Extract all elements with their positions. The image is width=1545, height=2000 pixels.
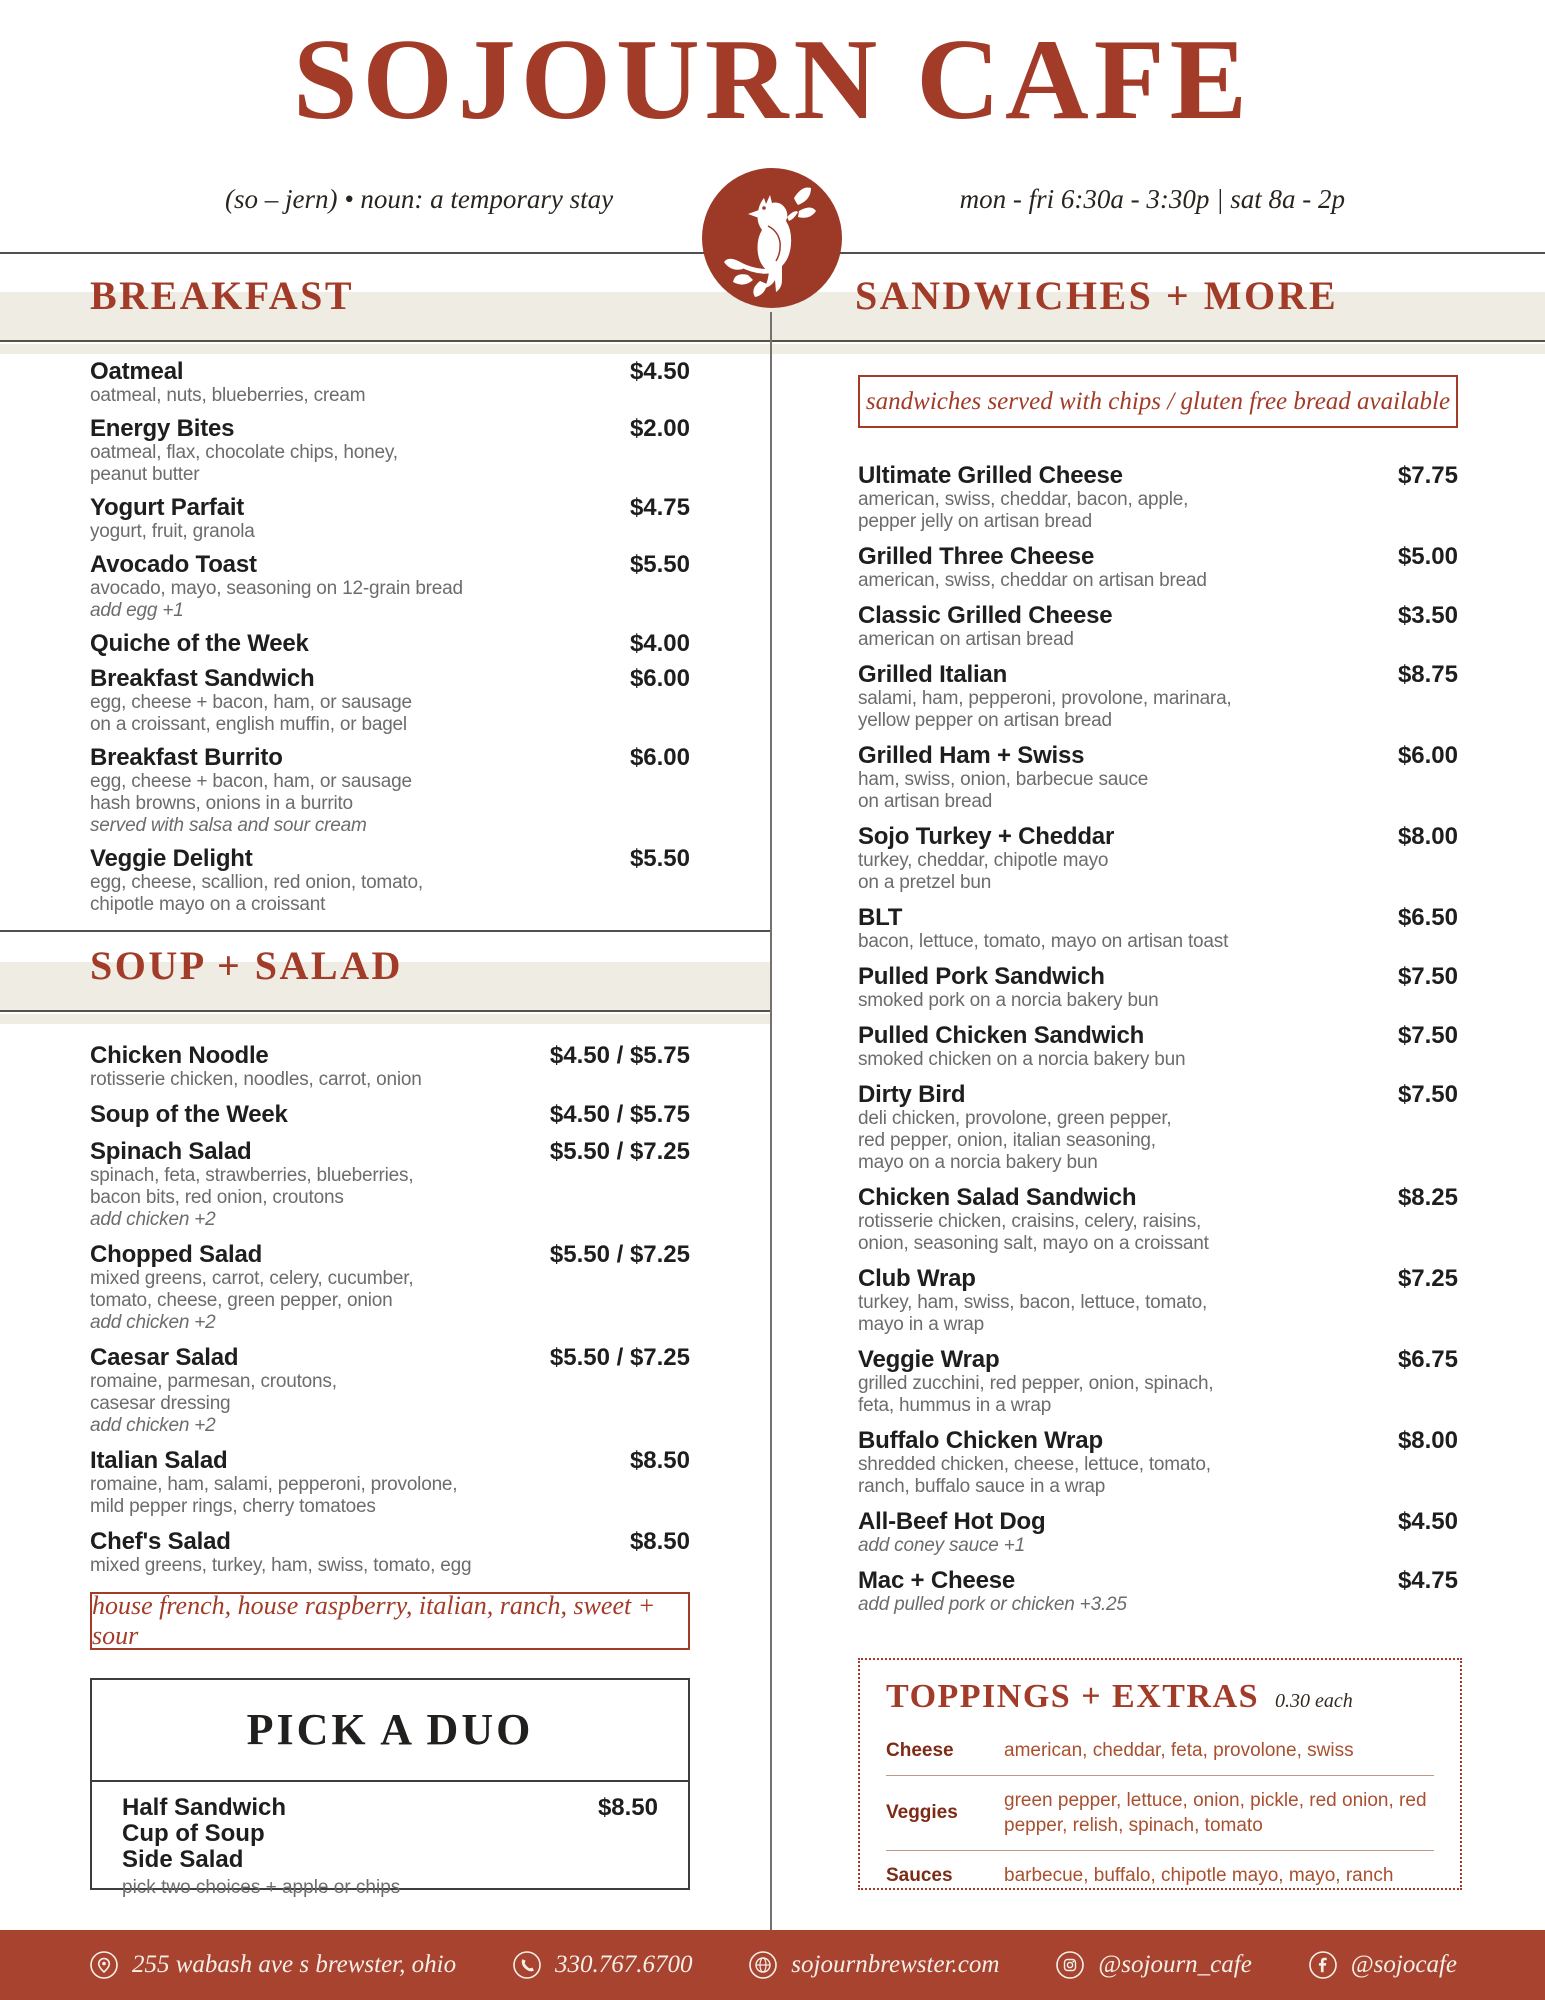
item-description: mayo in a wrap [858, 1314, 985, 1335]
duo-choice: Cup of Soup [122, 1820, 265, 1847]
item-price: $3.50 [1397, 602, 1458, 629]
item-description: smoked chicken on a norcia bakery bun [858, 1049, 1186, 1070]
footer-phone-text: 330.767.6700 [554, 1951, 693, 1978]
facebook-icon [1307, 1949, 1339, 1981]
item-price: $7.50 [1397, 1022, 1458, 1049]
item-description: shredded chicken, cheese, lettuce, tomato, [858, 1454, 1211, 1475]
item-price: $8.00 [1397, 823, 1458, 850]
menu-item [858, 742, 1458, 813]
item-description: salami, ham, pepperoni, provolone, marinara, [858, 688, 1232, 709]
menu-item [90, 1528, 690, 1577]
item-name: Sojo Turkey + Cheddar [858, 823, 1115, 850]
item-description: tomato, cheese, green pepper, onion [90, 1290, 393, 1311]
item-description: feta, hummus in a wrap [858, 1395, 1052, 1416]
item-price: $4.50 / $5.75 [549, 1042, 690, 1069]
item-description: turkey, cheddar, chipotle mayo [858, 850, 1109, 871]
section-band-strip [0, 344, 1545, 354]
item-name: Classic Grilled Cheese [858, 602, 1113, 629]
item-note: add coney sauce +1 [858, 1535, 1026, 1556]
footer-website [747, 1949, 999, 1981]
menu-item [858, 1081, 1458, 1174]
item-name: Pulled Chicken Sandwich [858, 1022, 1145, 1049]
item-description: romaine, parmesan, croutons, [90, 1371, 337, 1392]
menu-item [90, 845, 690, 916]
menu-item [90, 1138, 690, 1231]
menu-item [858, 1022, 1458, 1071]
item-description: rotisserie chicken, noodles, carrot, onion [90, 1069, 422, 1090]
item-description: onion, seasoning salt, mayo on a croissant [858, 1233, 1209, 1254]
menu-item [90, 630, 690, 657]
menu-item [858, 543, 1458, 592]
menu-item [90, 494, 690, 543]
menu-item [858, 462, 1458, 533]
item-name: Mac + Cheese [858, 1567, 1016, 1594]
item-name: Veggie Delight [90, 845, 253, 872]
item-name: Italian Salad [90, 1447, 228, 1474]
section-heading-soup-salad: SOUP + SALAD [90, 943, 403, 988]
footer-bar [0, 1930, 1545, 2000]
item-description: egg, cheese + bacon, ham, or sausage [90, 692, 412, 713]
item-note: served with salsa and sour cream [90, 815, 367, 836]
item-price: $4.50 [1397, 1508, 1458, 1535]
item-description: egg, cheese, scallion, red onion, tomato, [90, 872, 423, 893]
item-name: Grilled Italian [858, 661, 1008, 688]
column-divider [770, 312, 772, 1930]
item-description: oatmeal, flax, chocolate chips, honey, [90, 442, 398, 463]
toppings-row [886, 1726, 1434, 1775]
menu-item [858, 1567, 1458, 1616]
item-description: american, swiss, cheddar on artisan bread [858, 570, 1207, 591]
toppings-title: TOPPINGS + EXTRAS [886, 1678, 1259, 1715]
item-description: turkey, ham, swiss, bacon, lettuce, tomato, [858, 1292, 1208, 1313]
toppings-row [886, 1775, 1434, 1850]
item-name: Quiche of the Week [90, 630, 309, 657]
duo-choice: Side Salad [122, 1846, 244, 1873]
item-name: All-Beef Hot Dog [858, 1508, 1046, 1535]
hours-text: mon - fri 6:30a - 3:30p | sat 8a - 2p [959, 184, 1345, 214]
item-price: $6.00 [1397, 742, 1458, 769]
item-price: $4.75 [629, 494, 690, 521]
duo-price: $8.50 [597, 1794, 658, 1821]
item-description: deli chicken, provolone, green pepper, [858, 1108, 1172, 1129]
item-price: $8.50 [629, 1528, 690, 1555]
band-divider [0, 340, 1545, 342]
item-description: yellow pepper on artisan bread [858, 710, 1112, 731]
footer-website-text: sojournbrewster.com [791, 1951, 1000, 1978]
phone-icon [511, 1949, 543, 1981]
item-price: $4.50 [629, 358, 690, 385]
item-description: hash browns, onions in a burrito [90, 793, 353, 814]
item-name: Avocado Toast [90, 551, 257, 578]
menu-item [90, 358, 690, 407]
item-description: on a pretzel bun [858, 872, 992, 893]
item-price: $5.50 / $7.25 [549, 1241, 690, 1268]
item-note: add egg +1 [90, 600, 184, 621]
tagline: (so – jern) • noun: a temporary stay [225, 184, 614, 214]
item-price: $8.00 [1397, 1427, 1458, 1454]
item-name: Ultimate Grilled Cheese [858, 462, 1123, 489]
menu-item [858, 1508, 1458, 1557]
item-price: $6.00 [629, 665, 690, 692]
item-description: romaine, ham, salami, pepperoni, provolone, [90, 1474, 458, 1495]
menu-item [90, 551, 690, 622]
section-heading-sandwiches: SANDWICHES + MORE [855, 273, 1339, 318]
menu-item [90, 744, 690, 837]
item-note: add chicken +2 [90, 1312, 216, 1333]
item-price: $5.50 [629, 551, 690, 578]
item-price: $7.50 [1397, 1081, 1458, 1108]
item-name: Grilled Three Cheese [858, 543, 1095, 570]
pick-a-duo-body [122, 1794, 658, 1899]
item-note: add chicken +2 [90, 1209, 216, 1230]
item-description: smoked pork on a norcia bakery bun [858, 990, 1159, 1011]
item-description: american, swiss, cheddar, bacon, apple, [858, 489, 1189, 510]
menu-item [858, 1346, 1458, 1417]
item-name: Breakfast Sandwich [90, 665, 315, 692]
item-description: on a croissant, english muffin, or bagel [90, 714, 407, 735]
toppings-price-note: 0.30 each [1275, 1690, 1353, 1712]
item-price: $7.75 [1397, 462, 1458, 489]
menu-item [858, 1184, 1458, 1255]
toppings-header [886, 1678, 1434, 1716]
pick-a-duo-title: PICK A DUO [246, 1705, 534, 1754]
menu-item [90, 665, 690, 736]
menu-item [858, 904, 1458, 953]
item-name: Caesar Salad [90, 1344, 239, 1371]
menu-item [90, 415, 690, 486]
item-description: ranch, buffalo sauce in a wrap [858, 1476, 1106, 1497]
item-price: $5.50 / $7.25 [549, 1344, 690, 1371]
soup-band-divider [0, 1010, 771, 1012]
menu-item [858, 963, 1458, 1012]
duo-description: pick two choices + apple or chips [122, 1877, 401, 1898]
item-name: Club Wrap [858, 1265, 976, 1292]
item-description: egg, cheese + bacon, ham, or sausage [90, 771, 412, 792]
item-description: american on artisan bread [858, 629, 1074, 650]
item-price: $4.75 [1397, 1567, 1458, 1594]
item-name: Pulled Pork Sandwich [858, 963, 1105, 990]
item-name: Dirty Bird [858, 1081, 966, 1108]
globe-icon [747, 1949, 779, 1981]
item-description: peanut butter [90, 464, 200, 485]
menu-item [858, 602, 1458, 651]
instagram-icon [1054, 1949, 1086, 1981]
item-description: chipotle mayo on a croissant [90, 894, 326, 915]
item-price: $5.50 / $7.25 [549, 1138, 690, 1165]
item-name: Chicken Salad Sandwich [858, 1184, 1137, 1211]
footer-instagram [1054, 1949, 1252, 1981]
footer-facebook-text: @sojocafe [1350, 1951, 1457, 1978]
item-name: Soup of the Week [90, 1101, 288, 1128]
footer-facebook [1307, 1949, 1457, 1981]
location-pin-icon [88, 1949, 120, 1981]
item-price: $5.50 [629, 845, 690, 872]
item-name: Veggie Wrap [858, 1346, 1000, 1373]
item-description: red pepper, onion, italian seasoning, [858, 1130, 1156, 1151]
menu-item [90, 1101, 690, 1128]
item-price: $6.00 [629, 744, 690, 771]
toppings-row-label: Veggies [886, 1802, 958, 1823]
footer-instagram-text: @sojourn_cafe [1098, 1951, 1252, 1978]
item-description: avocado, mayo, seasoning on 12-grain bread [90, 578, 463, 599]
toppings-row-value: green pepper, lettuce, onion, pickle, red onion, red pepper, relish, spinach, tomato [1004, 1790, 1427, 1836]
cardinal-bird-icon [702, 168, 842, 308]
item-description: mixed greens, turkey, ham, swiss, tomato, egg [90, 1555, 472, 1576]
sandwiches-list [858, 462, 1458, 1626]
menu-item [858, 823, 1458, 894]
toppings-row-label: Cheese [886, 1739, 954, 1761]
item-description: mild pepper rings, cherry tomatoes [90, 1496, 376, 1517]
menu-item [858, 661, 1458, 732]
item-description: ham, swiss, onion, barbecue sauce [858, 769, 1149, 790]
menu-item [858, 1427, 1458, 1498]
footer-address-text: 255 wabash ave s brewster, ohio [132, 1951, 457, 1978]
footer-phone [511, 1949, 693, 1981]
item-description: mixed greens, carrot, celery, cucumber, [90, 1268, 414, 1289]
item-description: yogurt, fruit, granola [90, 521, 255, 542]
toppings-row-value: barbecue, buffalo, chipotle mayo, mayo, ranch [1004, 1865, 1394, 1886]
dressings-note-box: house french, house raspberry, italian, ranch, sweet + sour [90, 1592, 690, 1650]
item-price: $4.50 / $5.75 [549, 1101, 690, 1128]
menu-item [90, 1447, 690, 1518]
item-description: bacon bits, red onion, croutons [90, 1187, 344, 1208]
item-name: Grilled Ham + Swiss [858, 742, 1085, 769]
toppings-rows [886, 1726, 1434, 1900]
item-name: Chicken Noodle [90, 1042, 269, 1069]
item-description: oatmeal, nuts, blueberries, cream [90, 385, 366, 406]
item-price: $5.00 [1397, 543, 1458, 570]
item-name: Yogurt Parfait [90, 494, 245, 521]
item-price: $7.50 [1397, 963, 1458, 990]
toppings-row-label: Sauces [886, 1864, 953, 1886]
sandwiches-note-box: sandwiches served with chips / gluten free bread available [858, 375, 1458, 428]
menu-item [858, 1265, 1458, 1336]
item-price: $8.50 [629, 1447, 690, 1474]
pick-a-duo-divider [92, 1780, 688, 1782]
toppings-extras-box [858, 1658, 1462, 1890]
item-name: Chef's Salad [90, 1528, 231, 1555]
item-note: add chicken +2 [90, 1415, 216, 1436]
item-name: Breakfast Burrito [90, 744, 283, 771]
soup-salad-list [90, 1042, 690, 1587]
item-description: on artisan bread [858, 791, 993, 812]
item-name: Energy Bites [90, 415, 235, 442]
item-name: Buffalo Chicken Wrap [858, 1427, 1103, 1454]
item-price: $7.25 [1397, 1265, 1458, 1292]
item-price: $8.25 [1397, 1184, 1458, 1211]
page-title: SOJOURN CAFE [292, 16, 1253, 144]
soup-section-divider [0, 930, 771, 932]
item-description: rotisserie chicken, craisins, celery, raisins, [858, 1211, 1202, 1232]
menu-item [90, 1344, 690, 1437]
item-description: casesar dressing [90, 1393, 231, 1414]
item-price: $8.75 [1397, 661, 1458, 688]
cardinal-logo [702, 168, 842, 308]
item-price: $4.00 [629, 630, 690, 657]
item-name: Chopped Salad [90, 1241, 263, 1268]
item-description: mayo on a norcia bakery bun [858, 1152, 1098, 1173]
soup-band-strip [0, 1014, 771, 1024]
item-price: $6.75 [1397, 1346, 1458, 1373]
item-description: spinach, feta, strawberries, blueberries, [90, 1165, 414, 1186]
breakfast-list [90, 358, 690, 924]
item-name: BLT [858, 904, 903, 931]
footer-address [88, 1949, 456, 1981]
item-name: Oatmeal [90, 358, 184, 385]
item-price: $6.50 [1397, 904, 1458, 931]
item-description: grilled zucchini, red pepper, onion, spinach, [858, 1373, 1214, 1394]
menu-item [90, 1241, 690, 1334]
item-price: $2.00 [629, 415, 690, 442]
pick-a-duo-box [90, 1678, 690, 1898]
item-note: add pulled pork or chicken +3.25 [858, 1594, 1127, 1615]
item-name: Spinach Salad [90, 1138, 252, 1165]
toppings-row [886, 1850, 1434, 1900]
menu-item [90, 1042, 690, 1091]
section-heading-breakfast: BREAKFAST [90, 273, 355, 318]
item-description: pepper jelly on artisan bread [858, 511, 1092, 532]
toppings-row-value: american, cheddar, feta, provolone, swiss [1004, 1740, 1354, 1761]
duo-choice: Half Sandwich [122, 1794, 287, 1821]
item-description: bacon, lettuce, tomato, mayo on artisan toast [858, 931, 1229, 952]
